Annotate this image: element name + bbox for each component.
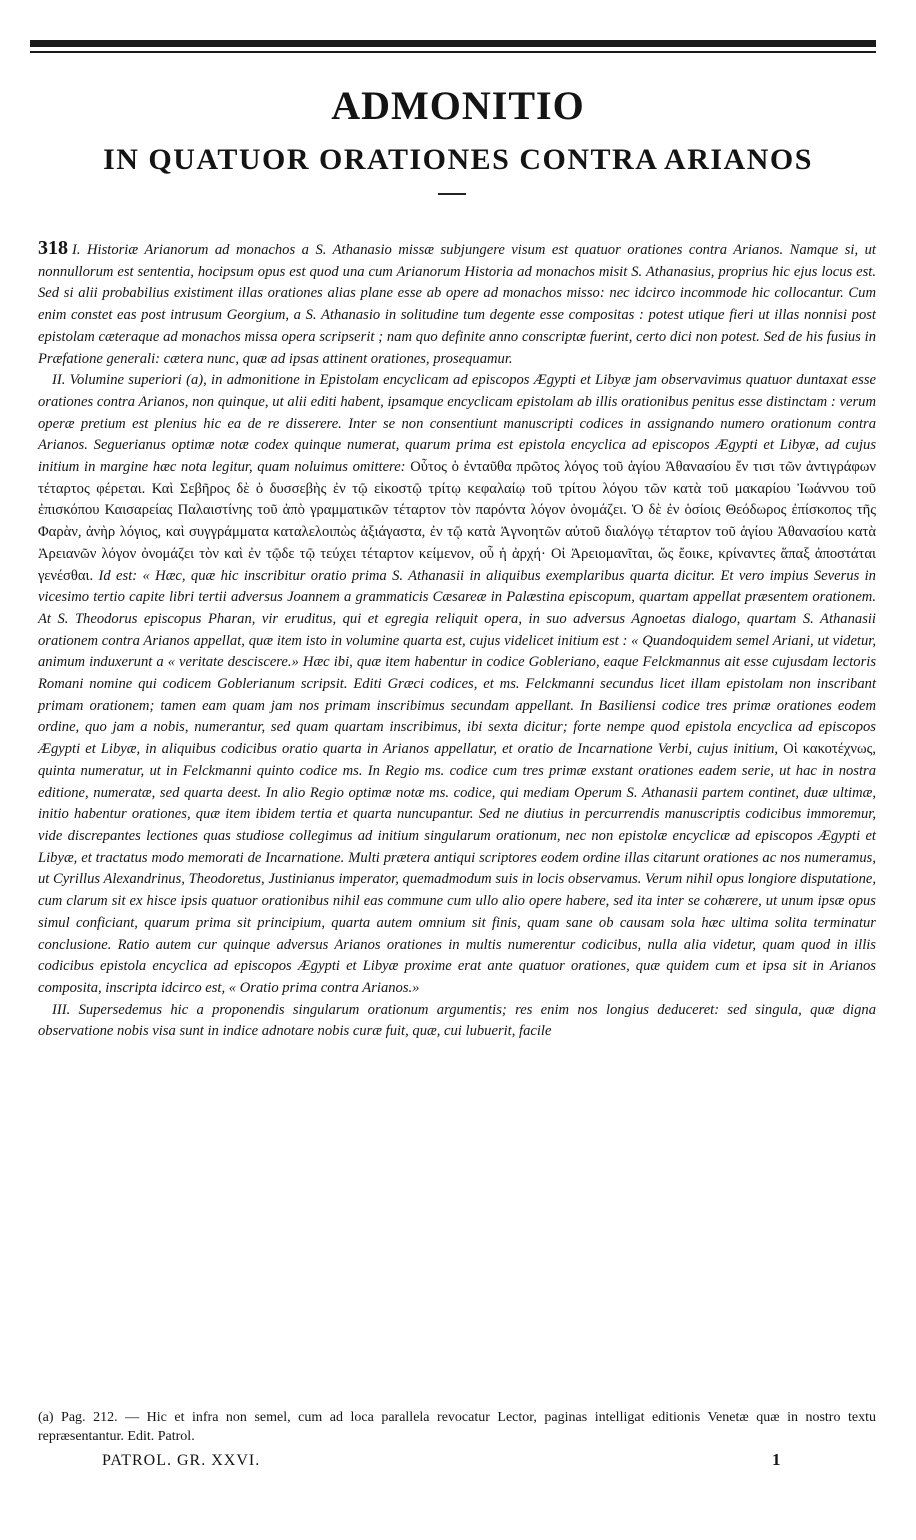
greek-quotation: Οὗτος ὁ ἐνταῦθα πρῶτος λόγος τοῦ ἁγίου Ἀθανασίου ἔν τισι τῶν ἀντιγράφων τέταρτος φέρεται. Καὶ Σεβῆρος δὲ ὁ δυσσεβὴς ἐν τῷ εἰκοστῷ τρίτῳ κεφαλαίῳ τοῦ τρίτου λόγου τῶν κατὰ τοῦ μακαρίου Ἰωάννου τοῦ ἐπισκόπου Καισαρείας Παλαιστίνης τοῦ ἀπὸ γραμματικῶν τέταρτον τὸν παρόντα λόγον ὀνομάζει. Ὁ δὲ ἐν ὁσίοις Θεόδωρος ἐπίσκοπος τῆς Φαρὰν, ἀνὴρ λόγιος, καὶ συγγράμματα καταλελοιπὼς ἀξιάγαστα, ἐν τῷ κατὰ Ἀγνοητῶν αὐτοῦ διαλόγῳ τέταρτον τοῦ ἁγίου Ἀθανασίου κατὰ Ἀρειανῶν λόγον ὀνομάζει τὸν καὶ ἐν τῷδε τῷ τεύχει τέταρτον κείμενον, οὗ ἡ ἀρχή· Οἱ Ἀρειομανῖται, ὥς ἔοικε, κρίναντες ἅπαξ ἀποστάται γενέσθαι. <box>38 459 876 584</box>
footer-signature: PATROL. GR. XXVI. <box>102 1452 261 1469</box>
page-subtitle: IN QUATUOR ORATIONES CONTRA ARIANOS <box>103 143 813 176</box>
title-divider <box>438 193 466 195</box>
paragraph-2-text-c: quinta numeratur, ut in Felckmanni quinto codice ms. In Regio ms. codice cum tres primæ exstant orationes eadem serie, ut hac in nostra editione, numeratæ, sed quarta deest. In alio Regio optimæ notæ ms. codice, qui mediam Operum S. Athanasii partem continet, duæ ultimæ, initio habentur orationes, quæ item ibidem tertia et quarta nuncupantur. Sed ne diutius in percurrendis manuscriptis codicibus immoremur, vide discrepantes lectiones quas studiose collegimus ad initium singularum orationum, nec non epistolæ encyclicæ ad episcopos Ægypti et Libyæ, et tractatus modo memorati de Incarnatione. Multi prætera antiqui scriptores eodem ordine illas citarunt orationes ac nos numeramus, ut Cyrillus Alexandrinus, Theodoretus, Justinianus imperator, quemadmodum suis in locis observamus. Verum nihil opus longiore disputatione, cum clarum sit ex hisce ipsis quatuor orationibus nihil eas commune cum ullo alio opere habere, sed ita inter se cohærere, ut unum ipsæ opus simul conficiant, quarum prima sit principium, quarta autem omnium sit finis, quam sane ob causam sola hæc ultima solita terminatur conclusione. Ratio autem cur quinque adversus Arianos orationes in multis numerentur codicibus, nulla alia videtur, quam quod in illis codicibus epistola encyclica ad episcopos Ægypti et Libyæ proxime erat ante quatuor orationes, quæ quidem cum et ipsa sit in Arianos composita, inscripta idcirco est, « Oratio prima contra Arianos.» <box>38 762 876 996</box>
paragraph-1-text: I. Historiæ Arianorum ad monachos a S. Athanasio missæ subjungere visum est quatuor orationes contra Arianos. Namque si, ut nonnullorum est sententia, hocipsum opus est quod una cum Arianorum Historia ad monachos misit S. Athanasius, proprius hic ejus locus est. Sed si alii probabilius existiment illas orationes alias plane esse ab opere ad monachos misso: nec idcirco incommode hic collocantur. Cum enim constet eas post intrusum Georgium, a S. Athanasio in solitudine tum degente esse compositas : potest utique fieri ut illas nonnisi post epistolam cæteraque ad monachos missa opera scripserit ; nam quo definite anno conscriptæ fuerint, certo dici non potest. Sed de his fusius in Præfatione generali: cætera nunc, quæ ad ipsas attinent orationes, prosequamur. <box>38 242 876 367</box>
footer-sheet-number: 1 <box>772 1450 781 1469</box>
footnote: (a) Pag. 212. — Hic et infra non semel, cum ad loca parallela revocatur Lector, paginas intelligat editionis Venetæ quæ in nostro textu repræsentantur. Edit. Patrol. <box>38 1410 876 1444</box>
paragraph-1 <box>38 238 876 370</box>
top-rule <box>30 40 876 47</box>
paragraph-2-text-a: II. Volumine superiori (a), in admonitione in Epistolam encyclicam ad episcopos Ægypti et Libyæ jam observavimus quatuor duntaxat esse orationes contra Arianos, non quinque, ut alii editi habent, ipsamque encyclicam epistolam ab illis orationibus penitus esse distinctam : verum operæ pretium est plenius hic ea de re disserere. Inter se non consentiunt manuscripti codices in assignando numero orationum contra Arianos. Seguerianus optimæ notæ codex quinque numerat, quarum prima est epistola encyclica ad episcopos Ægypti et Libyæ, ad cujus initium in margine hæc nota legitur, quam noluimus omittere: <box>38 372 876 476</box>
main-text <box>38 238 876 1043</box>
page-title: ADMONITIO <box>331 83 585 128</box>
greek-incipit: Οἱ κακοτέχνως, <box>783 741 877 758</box>
paragraph-3 <box>38 1000 876 1043</box>
margin-number: 318 <box>38 237 68 259</box>
paragraph-2 <box>38 370 876 999</box>
paragraph-3-text: III. Supersedemus hic a proponendis singularum orationum argumentis; res enim nos longius deduceret: sed singula, quæ digna observatione nobis visa sunt in indice adnotare nobis curæ fuit, quæ, cui lubuerit, facile <box>38 1001 876 1040</box>
paragraph-2-text-b: Id est: « Hæc, quæ hic inscribitur oratio prima S. Athanasii in aliquibus exemplaribus quarta dicitur. Et vero impius Severus in vicesimo tertio capite libri tertii adversus Joannem a grammaticis Cæsareæ in Palæstina episcopum, quartam appellat præsentem orationem. At S. Theodorus episcopus Pharan, vir eruditus, qui et egregia reliquit opera, in suo adversus Agnoetas dialogo, quartam S. Athanasii orationem contra Arianos appellat, quæ item isto in volumine quarta est, cujus videlicet initium est : « Quandoquidem semel Ariani, ut videtur, animum induxerunt a « veritate desciscere.» Hæc ibi, quæ item habentur in codice Gobleriano, eaque Felckmannus ait esse cujusdam lectoris Romani nomine qui codicem Goblerianum scripsit. Editi Græci codices, et ms. Felckmanni secundus licet illam epistolam non inscribant primam orationem; tamen eam quam jam nos primam inscribimus secundam appellant. In Basiliensi codice tres primæ orationes eodem ordine, quo jam a nobis, numerantur, sed quam quartam inscribimus, ibi sexta dicitur; forte nempe quod epistola encyclica ad episcopos Ægypti et Libyæ, in aliquibus codicibus oratio quarta in Arianos appellatur, et oratio de Incarnatione Verbi, cujus initium, <box>38 567 876 758</box>
top-rule-thin <box>30 51 876 53</box>
